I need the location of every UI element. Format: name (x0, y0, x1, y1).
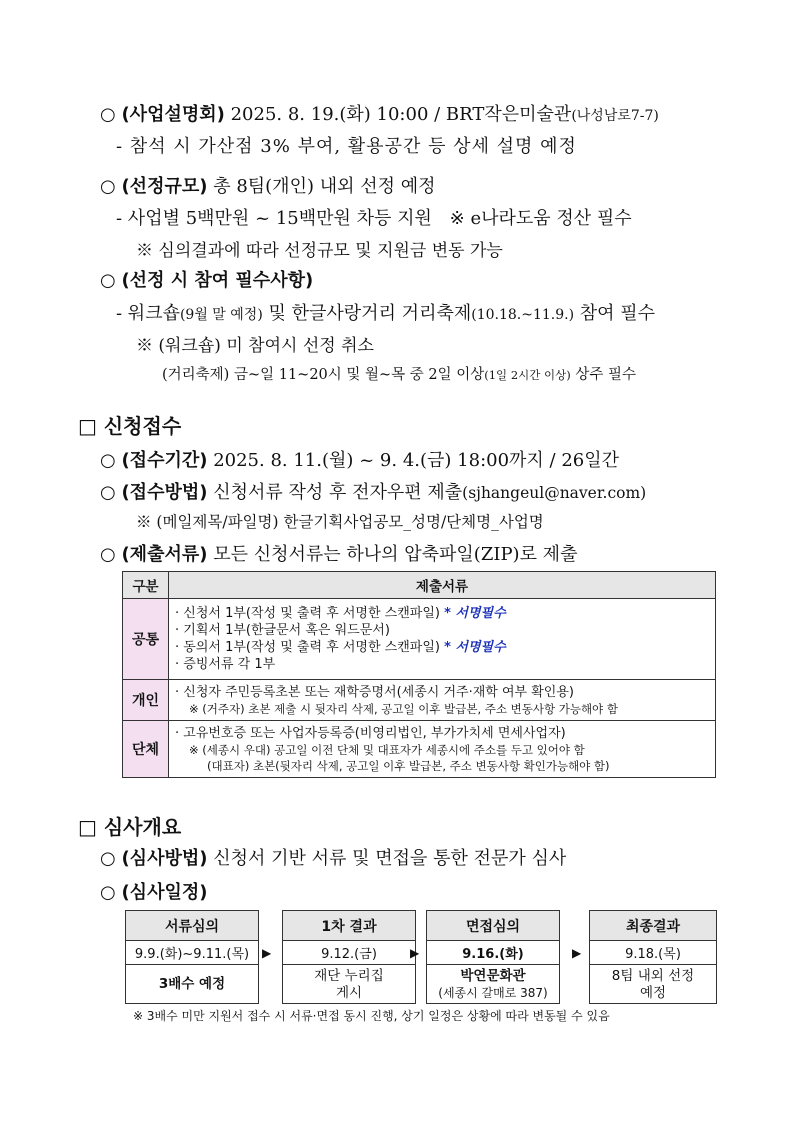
bullet-icon: ○ (100, 104, 116, 125)
documents-table (122, 571, 716, 778)
period-line (100, 446, 619, 472)
arrow-icon: ▶ (410, 946, 420, 960)
step-date: 9.9.(화)~9.11.(목) (126, 941, 258, 965)
step-note-b: 게시 (335, 984, 363, 1001)
bullet-icon: ○ (100, 450, 116, 471)
required-line (100, 266, 313, 292)
step-date: 9.16.(화) (427, 941, 559, 965)
individual-doc-text: · 신청자 주민등록초본 또는 재학증명서(세종시 거주·재학 여부 확인용) (175, 684, 574, 700)
step-final-result (589, 910, 717, 1004)
step-date: 9.12.(금) (283, 941, 415, 965)
required-sub-e: 참여 필수 (574, 303, 656, 324)
bullet-icon: ○ (100, 176, 116, 197)
required-sub-b: (9월 말 예정) (179, 307, 263, 323)
review-method-line (100, 844, 566, 870)
briefing-sub: - 참석 시 가산점 3% 부여, 활용공간 등 상세 설명 예정 (116, 136, 577, 157)
briefing-address: (나성남로7-7) (571, 108, 659, 124)
group-note2: (대표자) 초본(뒷자리 삭제, 공고일 이후 발급본, 주소 변동사항 확인가능해야 함) (207, 758, 610, 773)
required-note2-c: 상주 필수 (570, 367, 636, 383)
required-label: (선정 시 참여 필수사항) (121, 270, 314, 291)
briefing-text: 2025. 8. 19.(화) 10:00 / BRT작은미술관 (230, 104, 572, 125)
method-line (100, 478, 646, 504)
step-title: 면접심의 (427, 911, 559, 941)
step-title: 서류심의 (126, 911, 258, 941)
bullet-icon: ○ (100, 882, 116, 903)
bullet-icon: ○ (100, 848, 116, 869)
doc-item-text: · 동의서 1부(작성 및 출력 후 서명한 스캔파일) (175, 640, 440, 655)
table-row-individual (123, 680, 716, 721)
category-common: 공통 (123, 599, 169, 680)
step-note-a: 재단 누리집 (314, 967, 384, 984)
required-sub-d: (10.18.~11.9.) (471, 307, 575, 323)
table-header-documents: 제출서류 (169, 572, 716, 599)
step-note-a: 3배수 예정 (158, 976, 226, 992)
required-note2-b: (1일 2시간 이상) (484, 368, 571, 382)
review-schedule-label: (심사일정) (121, 882, 208, 903)
scale-line (100, 172, 435, 198)
category-individual: 개인 (123, 680, 169, 721)
list-item (175, 622, 709, 639)
individual-note: ※ (거주자) 초본 제출 시 뒷자리 삭제, 공고일 이후 발급본, 주소 변동사항 가능해야 함 (189, 701, 618, 716)
documents-label: (제출서류) (121, 544, 208, 565)
scale-text: 총 8팀(개인) 내외 선정 예정 (213, 176, 436, 197)
doc-item-text: · 기획서 1부(한글문서 혹은 워드문서) (175, 623, 390, 638)
list-item (175, 605, 709, 622)
step-title: 최종결과 (590, 911, 716, 941)
individual-docs (169, 680, 716, 721)
step-date: 9.18.(목) (590, 941, 716, 965)
doc-item-text: · 증빙서류 각 1부 (175, 657, 276, 672)
briefing-line (100, 100, 659, 126)
scale-sub-note: ※ e나라도움 정산 필수 (449, 208, 632, 229)
step-note-b: 예정 (639, 984, 667, 1001)
bullet-icon: ○ (100, 544, 116, 565)
period-label: (접수기간) (121, 450, 208, 471)
table-header-category: 구분 (123, 572, 169, 599)
scale-label: (선정규모) (121, 176, 208, 197)
step-interview (426, 910, 560, 1004)
group-docs (169, 721, 716, 778)
step-first-result (282, 910, 416, 1004)
required-sub-c: 및 한글사랑거리 거리축제 (262, 303, 472, 324)
category-group: 단체 (123, 721, 169, 778)
step-note-b: (세종시 갈매로 387) (438, 985, 548, 1000)
step-document-review (125, 910, 259, 1004)
email-link[interactable]: (sjhangeul@naver.com) (462, 484, 647, 502)
bullet-icon: ○ (100, 270, 116, 291)
period-text: 2025. 8. 11.(월) ~ 9. 4.(금) 18:00까지 / 26일간 (213, 450, 619, 471)
bullet-icon: ○ (100, 482, 116, 503)
step-title: 1차 결과 (283, 911, 415, 941)
common-docs (169, 599, 716, 680)
required-note2-a: (거리축제) 금~일 11~20시 및 월~목 중 2일 이상 (162, 367, 485, 383)
doc-item-text: · 신청서 1부(작성 및 출력 후 서명한 스캔파일) (175, 606, 440, 621)
step-note (283, 965, 415, 1004)
table-header-row (123, 572, 716, 599)
signature-required-tag: * 서명필수 (444, 606, 506, 621)
required-sub-a: - 워크숍 (116, 303, 180, 324)
group-note: ※ (세종시 우대) 공고일 이전 단체 및 대표자가 세종시에 주소를 두고 있어야 함 (189, 742, 585, 757)
required-note: ※ (워크숍) 미 참여시 선정 취소 (136, 336, 374, 356)
required-sub (116, 299, 655, 325)
method-note: ※ (메일제목/파일명) 한글기획사업공모_성명/단체명_사업명 (136, 513, 544, 531)
arrow-icon: ▶ (262, 946, 272, 960)
scale-note: ※ 심의결과에 따라 선정규모 및 지원금 변동 가능 (136, 241, 503, 261)
review-heading: □ 심사개요 (78, 815, 182, 839)
step-note-a: 8팀 내외 선정 (611, 967, 695, 984)
scale-sub-text: - 사업별 5백만원 ~ 15백만원 차등 지원 (116, 208, 432, 229)
group-doc-text: · 고유번호증 또는 사업자등록증(비영리법인, 부가가치세 면세사업자) (175, 725, 566, 741)
signature-required-tag: * 서명필수 (444, 640, 506, 655)
review-schedule-line (100, 878, 207, 904)
application-heading: □ 신청접수 (78, 414, 182, 438)
table-row-group (123, 721, 716, 778)
briefing-label: (사업설명회) (121, 104, 225, 125)
list-item (175, 639, 709, 656)
list-item (175, 656, 709, 673)
table-row-common (123, 599, 716, 680)
method-text: 신청서류 작성 후 전자우편 제출 (213, 482, 463, 503)
step-note (427, 965, 559, 1004)
review-method-label: (심사방법) (121, 848, 208, 869)
arrow-icon: ▶ (572, 946, 582, 960)
schedule-footnote: ※ 3배수 미만 지원서 접수 시 서류·면접 동시 진행, 상기 일정은 상황에 따라 변동될 수 있음 (133, 1009, 610, 1023)
method-label: (접수방법) (121, 482, 208, 503)
review-method-text: 신청서 기반 서류 및 면접을 통한 전문가 심사 (213, 848, 567, 869)
documents-text: 모든 신청서류는 하나의 압축파일(ZIP)로 제출 (213, 544, 578, 565)
required-note2 (162, 363, 636, 384)
documents-line (100, 540, 577, 566)
step-note (126, 965, 258, 1004)
step-note-a: 박연문화관 (460, 967, 526, 984)
step-note (590, 965, 716, 1004)
scale-sub (116, 204, 632, 230)
